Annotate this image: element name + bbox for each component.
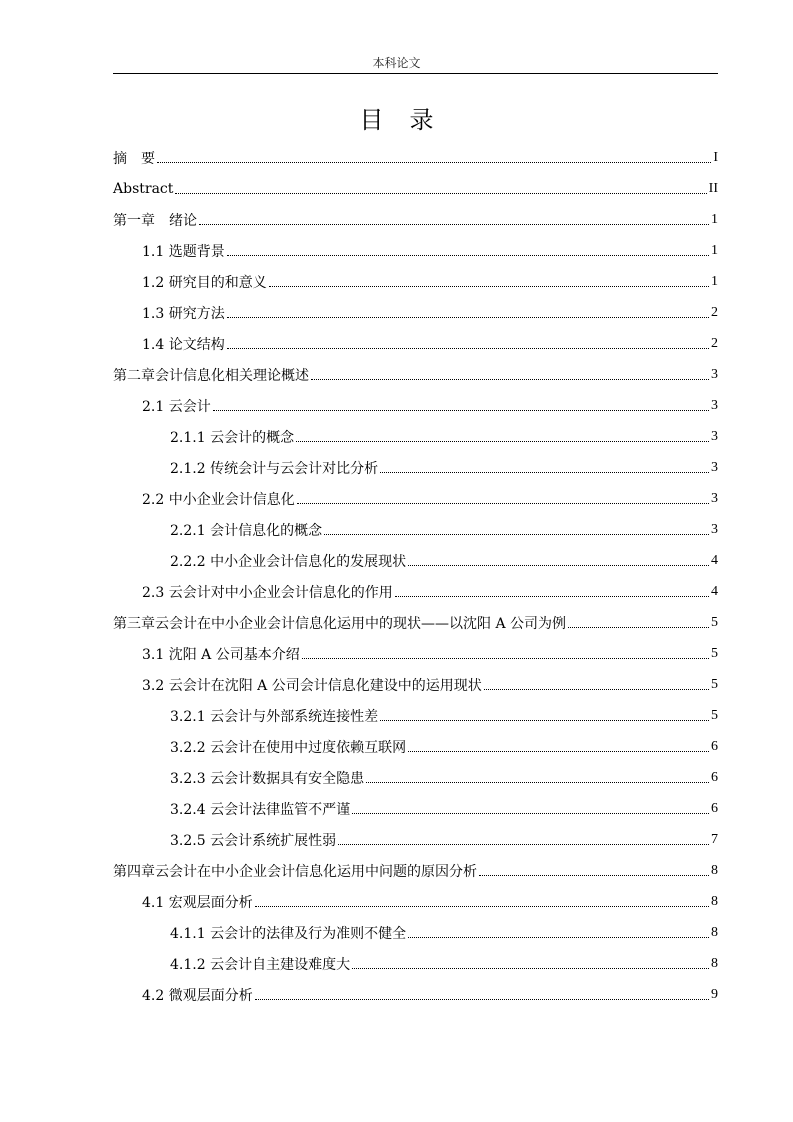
toc-entry[interactable] bbox=[113, 855, 718, 886]
toc-entry-label: 2.3 云会计对中小企业会计信息化的作用 bbox=[142, 584, 393, 601]
toc-entry-page-number: 1 bbox=[711, 242, 718, 258]
toc-entry-page-number: 5 bbox=[711, 707, 718, 723]
toc-entry-page-number: 1 bbox=[711, 273, 718, 289]
toc-entry[interactable] bbox=[113, 793, 718, 824]
toc-dot-leader bbox=[297, 503, 709, 504]
toc-entry-label: 第二章会计信息化相关理论概述 bbox=[113, 367, 309, 384]
toc-entry-label: 2.1.1 云会计的概念 bbox=[170, 429, 295, 446]
toc-dot-leader bbox=[324, 534, 709, 535]
toc-entry[interactable] bbox=[113, 235, 718, 266]
toc-dot-leader bbox=[213, 410, 709, 411]
toc-entry-label: 1.2 研究目的和意义 bbox=[142, 274, 267, 291]
toc-entry[interactable] bbox=[113, 669, 718, 700]
toc-entry-page-number: 6 bbox=[711, 800, 718, 816]
toc-dot-leader bbox=[484, 689, 709, 690]
toc-entry-label: 4.1.1 云会计的法律及行为准则不健全 bbox=[170, 925, 407, 942]
toc-entry[interactable] bbox=[113, 576, 718, 607]
toc-entry[interactable] bbox=[113, 452, 718, 483]
toc-entry-page-number: 1 bbox=[711, 211, 718, 227]
toc-dot-leader bbox=[255, 906, 709, 907]
toc-dot-leader bbox=[352, 813, 709, 814]
toc-entry-label: 3.1 沈阳 A 公司基本介绍 bbox=[142, 646, 300, 663]
header-rule bbox=[113, 73, 718, 74]
toc-dot-leader bbox=[338, 844, 709, 845]
toc-dot-leader bbox=[380, 720, 709, 721]
toc-dot-leader bbox=[311, 379, 709, 380]
toc-entry[interactable] bbox=[113, 948, 718, 979]
toc-dot-leader bbox=[269, 286, 709, 287]
toc-entry-page-number: 2 bbox=[711, 335, 718, 351]
toc-dot-leader bbox=[255, 999, 709, 1000]
toc-entry-label: 1.1 选题背景 bbox=[142, 243, 225, 260]
toc-dot-leader bbox=[380, 472, 709, 473]
toc-entry-page-number: 9 bbox=[711, 986, 718, 1002]
toc-entry-label: 3.2.5 云会计系统扩展性弱 bbox=[170, 832, 337, 849]
toc-entry-label: 第一章 绪论 bbox=[113, 212, 197, 229]
toc-entry-label: 2.2 中小企业会计信息化 bbox=[142, 491, 295, 508]
toc-entry-page-number: 5 bbox=[711, 676, 718, 692]
toc-entry-page-number: 8 bbox=[711, 924, 718, 940]
toc-entry[interactable] bbox=[113, 359, 718, 390]
toc-entry[interactable] bbox=[113, 297, 718, 328]
toc-entry-label: 第四章云会计在中小企业会计信息化运用中问题的原因分析 bbox=[113, 863, 477, 880]
toc-entry-label: 第三章云会计在中小企业会计信息化运用中的现状——以沈阳 A 公司为例 bbox=[113, 615, 567, 632]
toc-entry-label: 3.2.2 云会计在使用中过度依赖互联网 bbox=[170, 739, 407, 756]
toc-dot-leader bbox=[408, 751, 709, 752]
toc-entry-page-number: 3 bbox=[711, 397, 718, 413]
toc-entry[interactable] bbox=[113, 917, 718, 948]
toc-dot-leader bbox=[479, 875, 709, 876]
toc-entry[interactable] bbox=[113, 142, 718, 173]
toc-entry[interactable] bbox=[113, 731, 718, 762]
toc-entry-label: 1.4 论文结构 bbox=[142, 336, 225, 353]
toc-entry-page-number: 4 bbox=[711, 583, 718, 599]
toc-entry-page-number: 3 bbox=[711, 521, 718, 537]
toc-entry-label: 3.2 云会计在沈阳 A 公司会计信息化建设中的运用现状 bbox=[142, 677, 482, 694]
toc-entry[interactable] bbox=[113, 514, 718, 545]
toc-dot-leader bbox=[408, 565, 709, 566]
toc-dot-leader bbox=[408, 937, 709, 938]
toc-entry-label: 2.1 云会计 bbox=[142, 398, 211, 415]
toc-entry-page-number: 3 bbox=[711, 459, 718, 475]
toc-entry-page-number: 3 bbox=[711, 428, 718, 444]
toc-entry-page-number: 3 bbox=[711, 366, 718, 382]
toc-entry[interactable] bbox=[113, 607, 718, 638]
toc-dot-leader bbox=[296, 441, 709, 442]
toc-entry-label: 3.2.4 云会计法律监管不严谨 bbox=[170, 801, 351, 818]
running-header: 本科论文 bbox=[372, 56, 421, 70]
toc-entry[interactable] bbox=[113, 328, 718, 359]
toc-dot-leader bbox=[199, 224, 709, 225]
toc-entry-label: 2.1.2 传统会计与云会计对比分析 bbox=[170, 460, 379, 477]
table-of-contents bbox=[113, 142, 718, 1010]
toc-entry-page-number: II bbox=[708, 180, 718, 196]
toc-entry-label: 3.2.1 云会计与外部系统连接性差 bbox=[170, 708, 379, 725]
toc-dot-leader bbox=[395, 596, 709, 597]
toc-dot-leader bbox=[227, 348, 709, 349]
toc-entry[interactable] bbox=[113, 266, 718, 297]
toc-entry-page-number: 8 bbox=[711, 955, 718, 971]
toc-entry-page-number: 4 bbox=[711, 552, 718, 568]
toc-dot-leader bbox=[352, 968, 709, 969]
toc-entry-page-number: 6 bbox=[711, 738, 718, 754]
toc-entry[interactable] bbox=[113, 390, 718, 421]
toc-entry-label: 摘 要 bbox=[113, 150, 155, 167]
toc-entry[interactable] bbox=[113, 638, 718, 669]
toc-entry-page-number: 2 bbox=[711, 304, 718, 320]
toc-entry-label: 1.3 研究方法 bbox=[142, 305, 225, 322]
toc-entry-page-number: 8 bbox=[711, 893, 718, 909]
toc-dot-leader bbox=[302, 658, 709, 659]
toc-entry-label: 2.2.2 中小企业会计信息化的发展现状 bbox=[170, 553, 407, 570]
toc-dot-leader bbox=[157, 162, 711, 163]
toc-entry-label: 4.2 微观层面分析 bbox=[142, 987, 253, 1004]
toc-entry[interactable] bbox=[113, 204, 718, 235]
toc-entry[interactable] bbox=[113, 700, 718, 731]
toc-entry[interactable] bbox=[113, 824, 718, 855]
toc-entry[interactable] bbox=[113, 545, 718, 576]
toc-entry-label: 2.2.1 会计信息化的概念 bbox=[170, 522, 323, 539]
toc-dot-leader bbox=[175, 193, 706, 194]
toc-entry-page-number: 8 bbox=[711, 862, 718, 878]
toc-entry-page-number: I bbox=[713, 149, 718, 165]
toc-dot-leader bbox=[227, 255, 709, 256]
toc-entry-page-number: 5 bbox=[711, 614, 718, 630]
toc-entry-label: 4.1.2 云会计自主建设难度大 bbox=[170, 956, 351, 973]
toc-entry[interactable] bbox=[113, 483, 718, 514]
toc-entry-page-number: 6 bbox=[711, 769, 718, 785]
toc-dot-leader bbox=[366, 782, 709, 783]
toc-entry[interactable] bbox=[113, 762, 718, 793]
toc-entry-label: 3.2.3 云会计数据具有安全隐患 bbox=[170, 770, 365, 787]
toc-entry-page-number: 7 bbox=[711, 831, 718, 847]
toc-entry-page-number: 3 bbox=[711, 490, 718, 506]
toc-entry[interactable] bbox=[113, 421, 718, 452]
toc-entry[interactable] bbox=[113, 173, 718, 204]
toc-entry[interactable] bbox=[113, 979, 718, 1010]
toc-title: 目录 bbox=[359, 106, 460, 134]
toc-entry-label: 4.1 宏观层面分析 bbox=[142, 894, 253, 911]
toc-entry-label: Abstract bbox=[113, 180, 174, 197]
toc-dot-leader bbox=[568, 627, 709, 628]
toc-entry[interactable] bbox=[113, 886, 718, 917]
toc-entry-page-number: 5 bbox=[711, 645, 718, 661]
toc-dot-leader bbox=[227, 317, 709, 318]
